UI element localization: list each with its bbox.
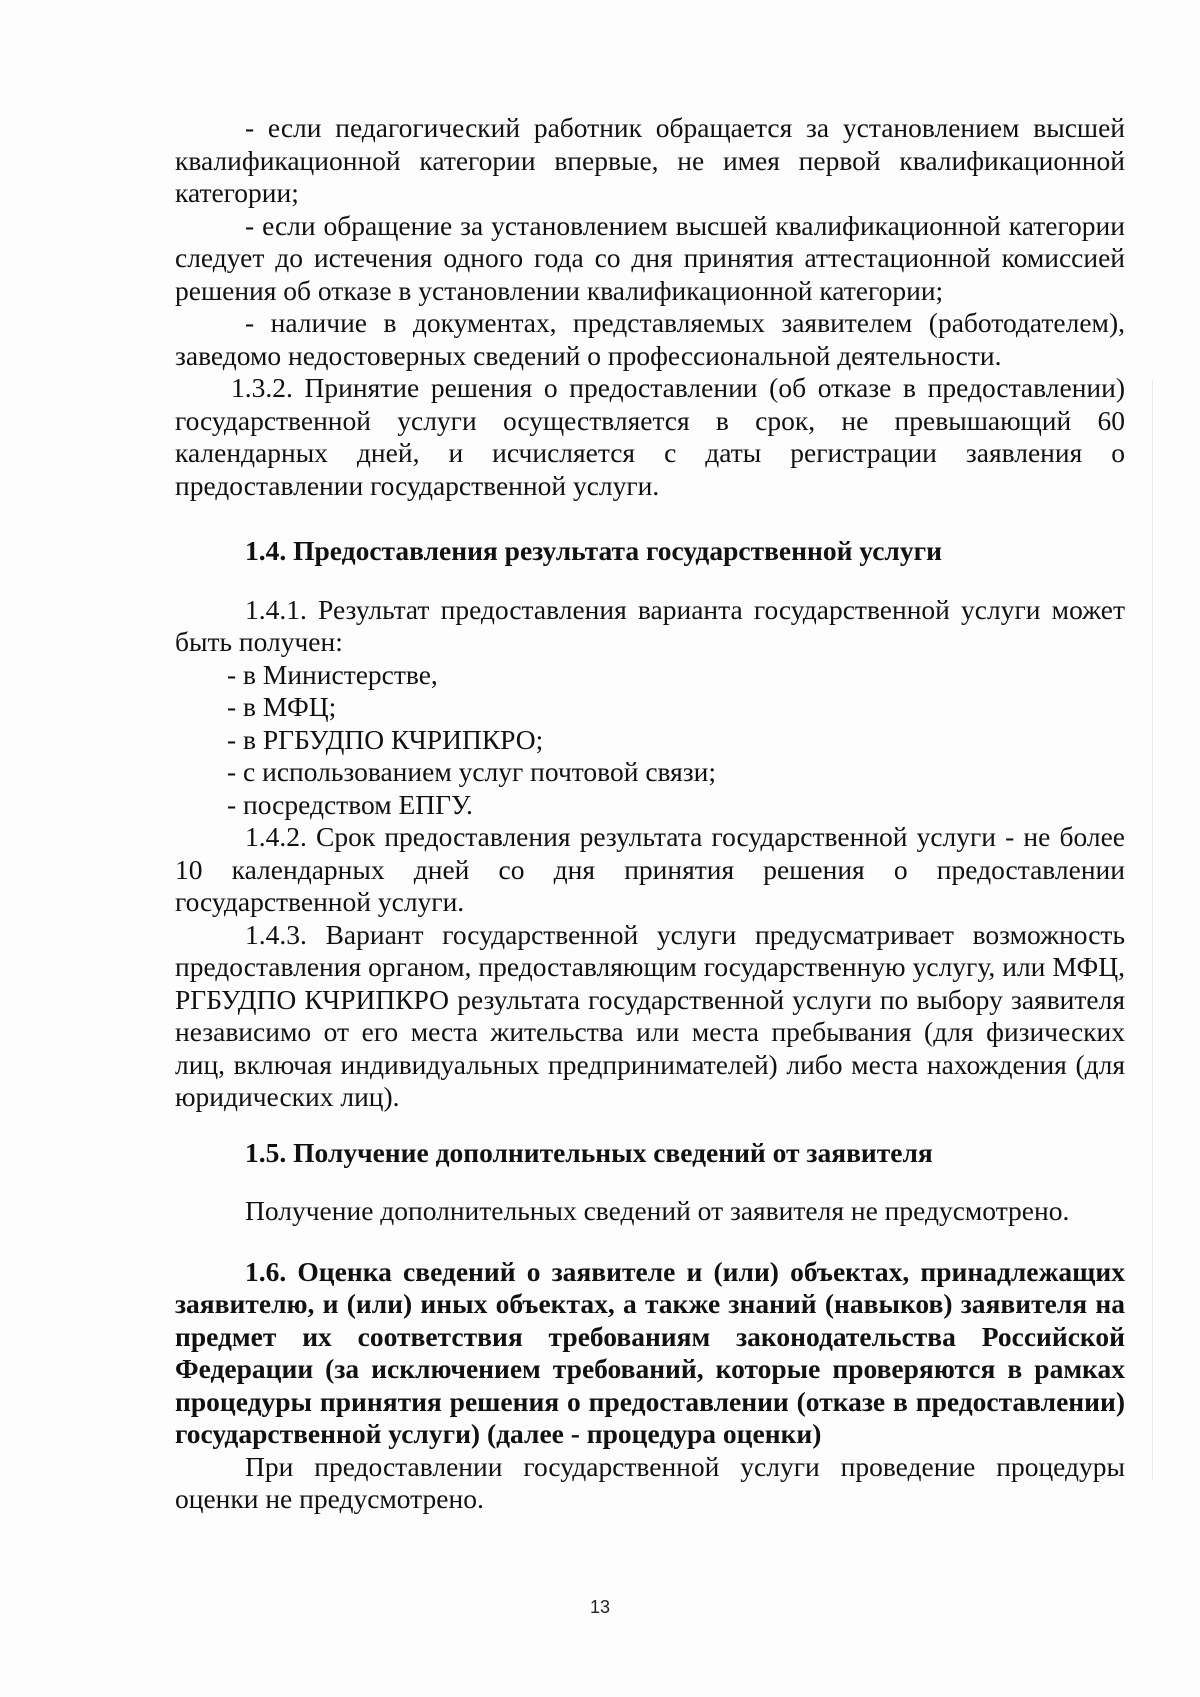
paragraph-repeat-request: - если обращение за установлением высшей квалификационной категории следует до истечения одного года со дня принятия аттестационной комиссией решения об отказе в установлении квалификационной категории; xyxy=(175,209,1125,306)
page-content xyxy=(175,112,1125,1516)
paragraph-1-5: Получение дополнительных сведений от заявителя не предусмотрено. xyxy=(245,1195,1070,1226)
list-item: - в Министерстве, xyxy=(227,658,438,690)
paragraph-first-time-category: - если педагогический работник обращается за установлением высшей квалификационной категории впервые, не имея первой квалификационной категории; xyxy=(175,112,1125,208)
page-number: 13 xyxy=(589,1597,611,1617)
list-item: - посредством ЕПГУ. xyxy=(227,788,473,820)
list-item: - в РГБУДПО КЧРИПКРО; xyxy=(227,723,544,755)
paragraph-1-6: При предоставлении государственной услуги проведение процедуры оценки не предусмотрено. xyxy=(175,1450,1125,1514)
paragraph-1-4-2: 1.4.2. Срок предоставления результата государственной услуги - не более 10 календарных дней со дня принятия решения о предоставлении государственной услуги. xyxy=(175,821,1125,917)
paragraph-1-4-3: 1.4.3. Вариант государственной услуги предусматривает возможность предоставления органом, предоставляющим государственную услугу, или МФЦ, РГБУДПО КЧРИПКРО результата государственной услуги по выбору заявителя независимо от его места жительства или места пребывания (для физических лиц, включая индивидуальных предпринимателей) либо места нахождения (для юридических лиц). xyxy=(175,918,1125,1112)
scan-artifact-line xyxy=(1152,380,1153,1480)
paragraph-1-3-2: 1.3.2. Принятие решения о предоставлении (об отказе в предоставлении) государственной услуги осуществляется в срок, не превышающий 60 календарных дней, и исчисляется с даты регистрации заявления о предоставлении государственной услуги. xyxy=(175,372,1125,501)
section-heading-1-5: 1.5. Получение дополнительных сведений от заявителя xyxy=(245,1136,933,1168)
section-heading-1-6: 1.6. Оценка сведений о заявителе и (или) объектах, принадлежащих заявителю, и (или) иных объектах, а также знаний (навыков) заявителя на предмет их соответствия требованиям законодательства Российской Федерации (за исключением требований, которые проверяются в рамках процедуры принятия решения о предоставлении (отказе в предоставлении) государственной услуги) (далее - процедура оценки) xyxy=(175,1255,1125,1449)
list-item: - с использованием услуг почтовой связи; xyxy=(227,756,717,787)
paragraph-false-information: - наличие в документах, представляемых заявителем (работодателем), заведомо недостоверных сведений о профессиональной деятельности. xyxy=(175,307,1125,371)
list-item: - в МФЦ; xyxy=(227,691,337,722)
section-heading-1-4: 1.4. Предоставления результата государственной услуги xyxy=(245,535,942,566)
paragraph-1-4-1: 1.4.1. Результат предоставления варианта государственной услуги может быть получен: xyxy=(175,593,1125,657)
